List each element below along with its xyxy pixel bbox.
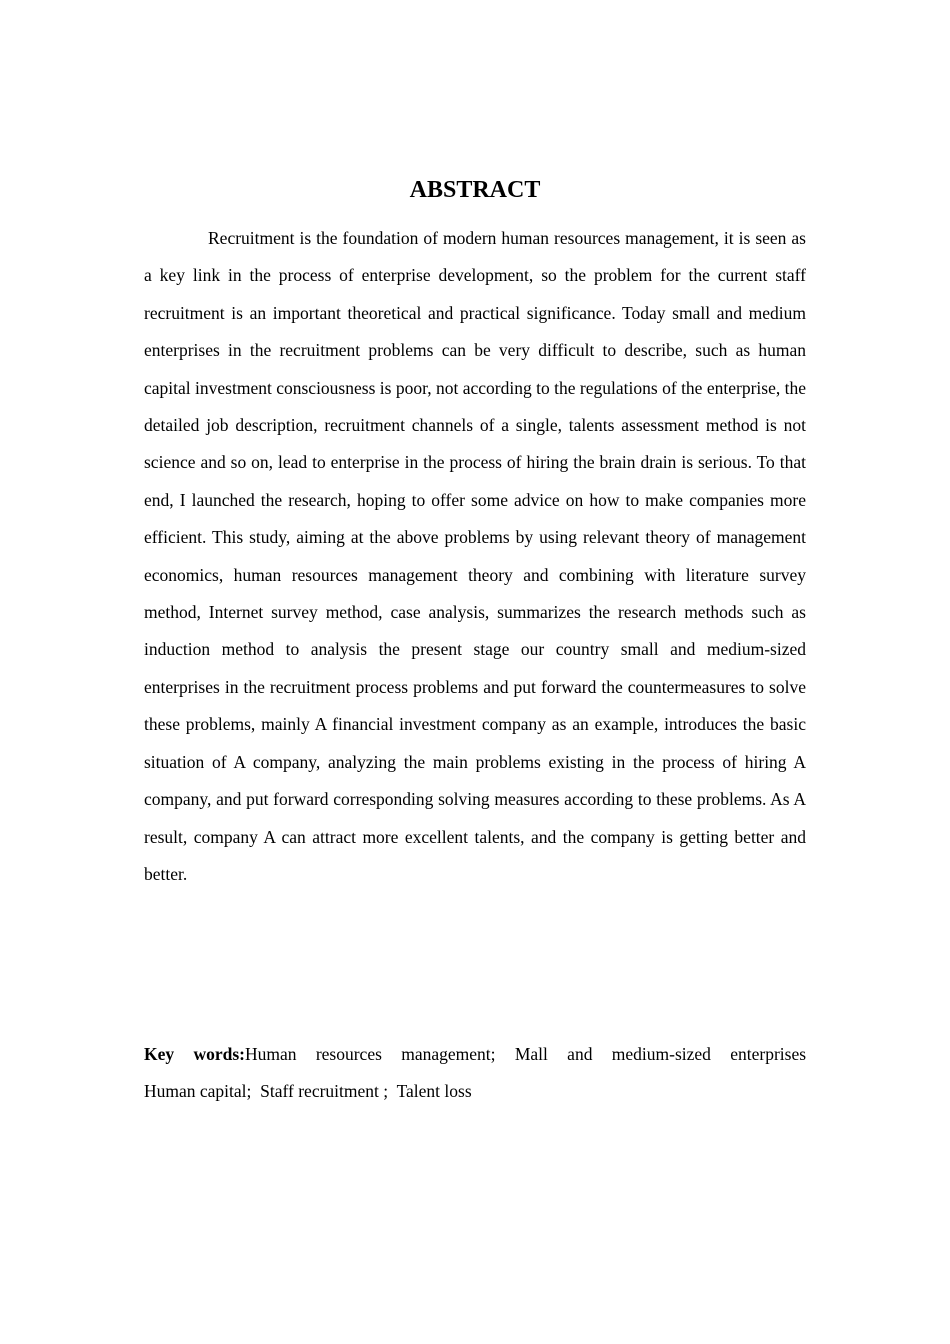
keyword-item: Staff recruitment ; [260, 1081, 389, 1102]
keywords-label: Key words: [144, 1044, 245, 1064]
abstract-title: ABSTRACT [409, 177, 541, 203]
keyword-item: Mall and medium-sized enterprises [514, 1044, 807, 1064]
keywords-line-2 [144, 1073, 806, 1110]
abstract-body: Recruitment is the foundation of modern human resources management, it is seen as a key link in the process of enterprise development, so the problem for the current staff recruitment is an important theoretical and practical significance. Today small and medium enterprises in the recruitment problems can be very difficult to describe, such as human capital investment consciousness is poor, not according to the regulations of the enterprise, the detailed job description, recruitment channels of a single, talents assessment method is not science and so on, lead to enterprise in the process of hiring the brain drain is serious. To that end, I launched the research, hoping to offer some advice on how to make companies more efficient. This study, aiming at the above problems by using relevant theory of management economics, human resources management theory and combining with literature survey method, Internet survey method, case analysis, summarizes the research methods such as induction method to analysis the present stage our country small and medium-sized enterprises in the recruitment process problems and put forward the countermeasures to solve these problems, mainly A financial investment company as an example, introduces the basic situation of A company, analyzing the main problems existing in the process of hiring A company, and put forward corresponding solving measures according to these problems. As A result, company A can attract more excellent talents, and the company is getting better and better. [144, 228, 806, 884]
keyword-item: Human resources management; [244, 1044, 496, 1064]
keywords-line-1 [144, 1036, 806, 1073]
keyword-item: Human capital; [144, 1081, 252, 1102]
keywords-section [144, 1036, 806, 1111]
keyword-item: Talent loss [396, 1081, 472, 1102]
